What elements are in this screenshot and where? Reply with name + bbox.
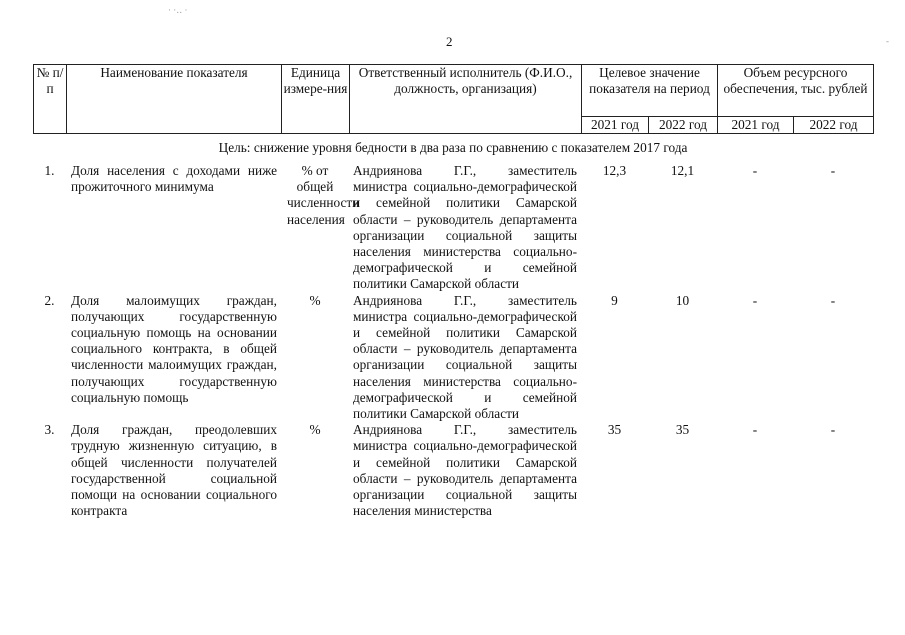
- row-target-2022: 12,1: [670, 163, 695, 178]
- header-resources: Объем ресурсного обеспечения, тыс. рублей: [718, 65, 874, 117]
- row-unit: % от общей численности населения: [287, 163, 360, 227]
- page-number: 2: [446, 34, 453, 49]
- row-num: 2.: [44, 292, 55, 308]
- row-responsible: Андриянова Г.Г., заместитель министра социально-демографической и семейной политики Самарской области – руководитель департамента организации социальной защиты населения министерства социально-демографической и семейной политики Самарской области: [353, 163, 577, 292]
- row-resource-2022: -: [830, 292, 836, 308]
- row-resource-2021: -: [752, 422, 758, 438]
- row-target-2021: 9: [611, 292, 618, 308]
- table-row: [33, 422, 873, 519]
- header-unit: Единица измере-ния: [282, 65, 350, 134]
- indicators-table: [33, 163, 873, 519]
- scan-artifact: · ·‥ ·: [168, 5, 188, 15]
- row-resource-2021: -: [752, 163, 758, 178]
- row-responsible: Андриянова Г.Г., заместитель министра социально-демографической и семейной политики Самарской области – руководитель департамента организации социальной защиты населения министерства: [353, 422, 577, 519]
- header-year: 2022 год: [794, 117, 874, 134]
- scan-artifact: -: [886, 36, 889, 46]
- header-responsible: Ответственный исполнитель (Ф.И.О., должность, организация): [350, 65, 582, 134]
- row-target-2021: 12,3: [602, 163, 627, 178]
- goal-heading: Цель: снижение уровня бедности в два раза по сравнению с показателем 2017 года: [218, 140, 688, 155]
- header-year: 2021 год: [582, 117, 649, 134]
- header-num: № п/п: [34, 65, 67, 134]
- row-responsible: Андриянова Г.Г., заместитель министра социально-демографической и семейной политики Самарской области – руководитель департамента организации социальной защиты населения министерства социально-демографической и семейной политики Самарской области: [353, 292, 577, 422]
- row-unit: %: [309, 422, 321, 438]
- header-year: 2021 год: [718, 117, 794, 134]
- row-target-2022: 10: [675, 292, 690, 308]
- row-target-2021: 35: [607, 422, 622, 438]
- row-name: Доля малоимущих граждан, получающих государственную социальную помощь на основании социального контракта, в общей численности малоимущих граждан, получающих государственную социальную помощь: [71, 292, 277, 405]
- row-target-2022: 35: [675, 422, 690, 438]
- row-name: Доля населения с доходами ниже прожиточного минимума: [71, 163, 277, 195]
- header-name: Наименование показателя: [67, 65, 282, 134]
- row-num: 3.: [44, 422, 55, 438]
- row-num: 1.: [44, 163, 55, 178]
- row-unit: %: [309, 292, 321, 308]
- row-resource-2022: -: [830, 163, 836, 178]
- header-year: 2022 год: [649, 117, 718, 134]
- table-row: [33, 163, 873, 293]
- header-target: Целевое значение показателя на период: [582, 65, 718, 117]
- row-resource-2022: -: [830, 422, 836, 438]
- table-row: [33, 293, 873, 423]
- table-header: [33, 64, 874, 134]
- row-name: Доля граждан, преодолевших трудную жизненную ситуацию, в общей численности получателей государственной социальной помощи на основании социального контракта: [71, 422, 277, 519]
- row-resource-2021: -: [752, 292, 758, 308]
